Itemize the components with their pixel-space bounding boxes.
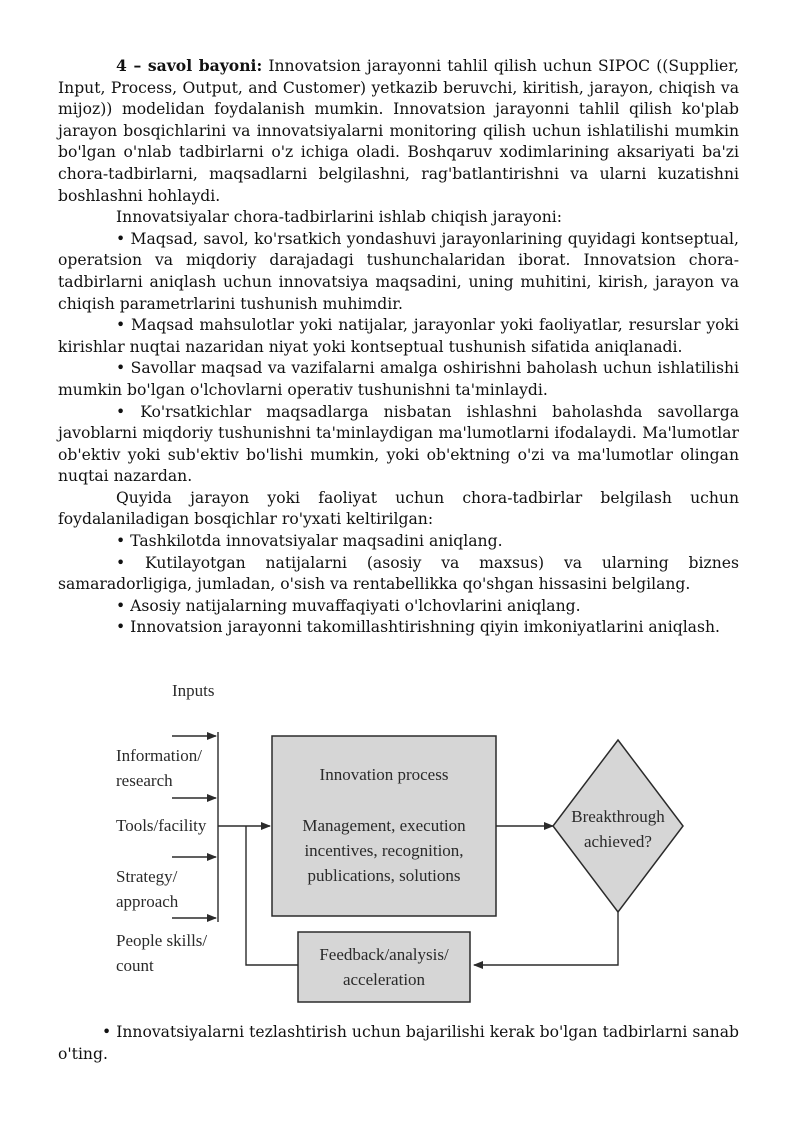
input-label-tools: Tools/facility bbox=[116, 816, 207, 835]
feedback-box bbox=[298, 932, 470, 1002]
input-label-information: Information/ bbox=[116, 746, 202, 765]
inputs-title: Inputs bbox=[172, 681, 215, 700]
body-text bbox=[58, 55, 739, 639]
final-task bbox=[58, 1022, 739, 1065]
innovation-process-diagram bbox=[100, 672, 720, 1022]
decision-label: Breakthrough bbox=[571, 807, 665, 826]
input-label-people-2: count bbox=[116, 956, 154, 975]
process-line: incentives, recognition, bbox=[304, 841, 464, 860]
step-item: • Kutilayotgan natijalarni (asosiy va maxsus) va ularning biznes samaradorligiga, jumladan, o'sish va rentabellikka qo'shgan hissasini belgilang. bbox=[58, 553, 739, 594]
step-item: • Innovatsion jarayonni takomillashtirishning qiyin imkoniyatlarini aniqlash. bbox=[116, 618, 720, 637]
input-label-information-2: research bbox=[116, 771, 173, 790]
decision-label: achieved? bbox=[584, 832, 652, 851]
bullet-paragraph: • Maqsad, savol, ko'rsatkich yondashuvi jarayonlarining quyidagi kontseptual, operatsion va miqdoriy darajadagi tushunchalaridan iborat. Innovatsion chora-tadbirlarni aniqlash uchun innovatsiya maqsadini, uning muhitini, kirish, jarayon va chiqish parametrlarini tushunish muhimdir. bbox=[58, 229, 739, 313]
question-lead: 4 – savol bayoni: bbox=[116, 56, 263, 75]
feedback-label: Feedback/analysis/ bbox=[319, 945, 449, 964]
question-intro: Innovatsion jarayonni tahlil qilish uchun SIPOC ((Supplier, Input, Process, Output, and Customer) yetkazib beruvchi, kiritish, jarayon, chiqish va mijoz)) modelidan foydalanish mumkin. Innovatsion jarayonni tahlil qilish ko'plab jarayon bosqichlarini va innovatsiyalarni monitoring qilish uchun ishlatilishi mumkin bo'lgan o'nlab tadbirlarni o'z ichiga oladi. Boshqaruv xodimlarining aksariyati ba'zi chora-tadbirlarni, maqsadlarni belgilashni, rag'batlantirishni va ularni kuzatishni boshlashni hohlaydi. bbox=[58, 57, 739, 205]
step-item: • Tashkilotda innovatsiyalar maqsadini aniqlang. bbox=[116, 532, 503, 551]
process-line: publications, solutions bbox=[307, 866, 461, 885]
step-item: • Asosiy natijalarning muvaffaqiyati o'lchovlarini aniqlang. bbox=[116, 596, 581, 615]
process-line: Management, execution bbox=[302, 816, 466, 835]
feedback-label: acceleration bbox=[342, 970, 426, 989]
final-bullet: • Innovatsiyalarni tezlashtirish uchun bajarilishi kerak bo'lgan tadbirlarni sanab o'ting. bbox=[58, 1023, 739, 1063]
input-label-strategy: Strategy/ bbox=[116, 867, 178, 886]
steps-intro: Quyida jarayon yoki faoliyat uchun chora-tadbirlar belgilash uchun foydalaniladigan bosqichlar ro'yxati keltirilgan: bbox=[58, 488, 739, 529]
decision-diamond bbox=[553, 740, 683, 912]
bullet-paragraph: • Ko'rsatkichlar maqsadlarga nisbatan ishlashni baholashda savollarga javoblarni miqdoriy tushunishni ta'minlaydigan ma'lumotlarni ifodalaydi. Ma'lumotlar ob'ektiv yoki sub'ektiv bo'lishi mumkin, yoki ob'ektning o'zi va ma'lumotlar olingan nuqtai nazardan. bbox=[58, 402, 739, 486]
bullet-paragraph: • Savollar maqsad va vazifalarni amalga oshirishni baholash uchun ishlatilishi mumkin bo'lgan o'lchovlarni operativ tushunishni ta'minlaydi. bbox=[58, 359, 739, 399]
feedback-return-line bbox=[474, 912, 618, 965]
bullet-paragraph: • Maqsad mahsulotlar yoki natijalar, jarayonlar yoki faoliyatlar, resurslar yoki kirishlar nuqtai nazaridan niyat yoki kontseptual tushunish sifatida aniqlanadi. bbox=[58, 316, 739, 356]
input-label-strategy-2: approach bbox=[116, 892, 179, 911]
process-title: Innovation process bbox=[319, 765, 449, 784]
input-label-people: People skills/ bbox=[116, 931, 208, 950]
section-heading: Innovatsiyalar chora-tadbirlarini ishlab chiqish jarayoni: bbox=[116, 208, 563, 227]
question-paragraph bbox=[58, 55, 739, 207]
